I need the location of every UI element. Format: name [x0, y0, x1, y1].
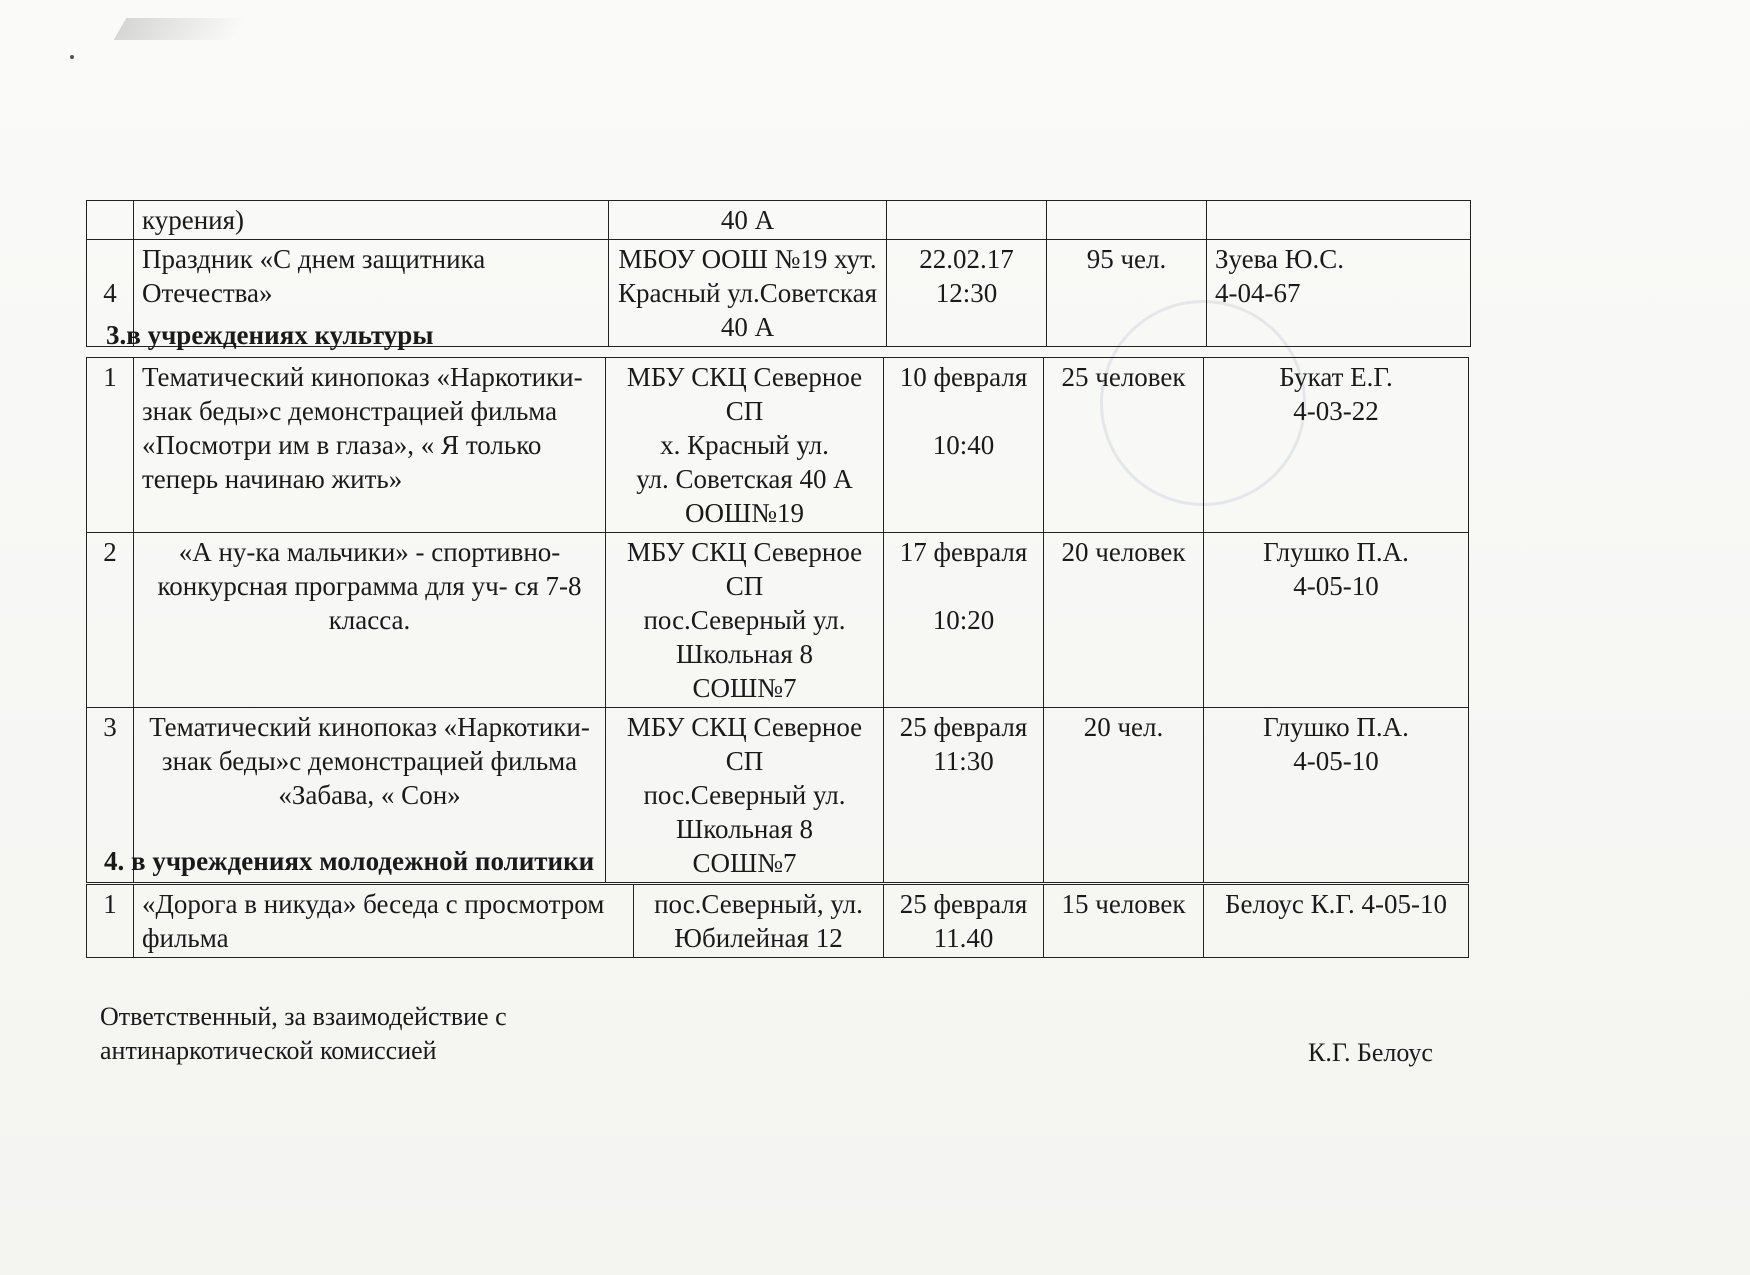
event-place — [606, 708, 884, 883]
row-number: 3 — [87, 708, 134, 883]
event-place-line: ООШ№19 — [685, 498, 804, 528]
event-place-line: ул. Советская 40 А — [636, 464, 853, 494]
responsible-person — [1204, 533, 1469, 708]
section-title-youth: 4. в учреждениях молодежной политики — [104, 846, 595, 876]
table-row — [87, 533, 1469, 708]
event-place-line: пос.Северный, ул. — [654, 889, 863, 919]
event-place-line: Юбилейная 12 — [674, 923, 843, 953]
event-place — [606, 358, 884, 533]
row-number — [87, 201, 134, 240]
event-name-line: курения) — [142, 205, 245, 235]
event-place-line: СОШ№7 — [692, 848, 797, 878]
responsible-person — [1207, 240, 1471, 347]
event-place — [609, 201, 887, 240]
participant-count: 20 человек — [1044, 533, 1204, 708]
event-name-line: знак беды»с демонстрацией фильма — [142, 396, 558, 426]
event-place-line: пос.Северный ул. — [643, 780, 846, 810]
responsible-line-1: Ответственный, за взаимодействие с — [100, 1002, 507, 1031]
responsible-person-line: 4-03-22 — [1293, 396, 1379, 426]
event-place-line: МБУ СКЦ Северное — [626, 362, 863, 392]
event-name-line: знак беды»с демонстрацией фильма — [161, 746, 578, 776]
event-place-line: МБУ СКЦ Северное — [626, 712, 863, 742]
event-name-line: фильма — [142, 923, 229, 953]
event-place-line: Школьная 8 — [675, 814, 814, 844]
event-date — [887, 240, 1047, 347]
responsible-label — [100, 1000, 507, 1068]
event-name-line: Тематический кинопоказ «Наркотики- — [149, 712, 590, 742]
event-date — [884, 708, 1044, 883]
responsible-person-line: 4-05-10 — [1293, 746, 1379, 776]
event-place-line: Школьная 8 — [675, 639, 814, 669]
participant-count: 95 чел. — [1047, 240, 1207, 347]
responsible-line-2: антинаркотической комиссией — [100, 1036, 437, 1065]
participant-count: 25 человек — [1044, 358, 1204, 533]
responsible-person-line: 4-04-67 — [1215, 278, 1301, 308]
event-date-line: 22.02.17 — [919, 244, 1014, 274]
event-date — [887, 201, 1047, 240]
event-date-line — [892, 569, 1035, 603]
event-name-line: Праздник «С днем защитника — [142, 244, 486, 274]
responsible-person-line: 4-05-10 — [1293, 571, 1379, 601]
event-name — [134, 533, 606, 708]
event-name-line: теперь начинаю жить» — [142, 464, 403, 494]
event-date-line: 10 февраля — [899, 362, 1028, 392]
event-place-line: пос.Северный ул. — [643, 605, 846, 635]
event-name-line: «Посмотри им в глаза», « Я только — [142, 430, 542, 460]
event-date — [884, 885, 1044, 958]
responsible-person — [1204, 358, 1469, 533]
table-row — [87, 885, 1469, 958]
responsible-person — [1204, 885, 1469, 958]
participant-count: 20 чел. — [1044, 708, 1204, 883]
event-place-line: СОШ№7 — [692, 673, 797, 703]
event-name-line: «А ну-ка мальчики» - спортивно- — [178, 537, 561, 567]
event-name-line: Тематический кинопоказ «Наркотики- — [142, 362, 583, 392]
table-culture — [86, 357, 1469, 883]
event-date — [884, 358, 1044, 533]
row-number: 2 — [87, 533, 134, 708]
event-date-line: 17 февраля — [899, 537, 1028, 567]
responsible-person-line: Зуева Ю.С. — [1215, 244, 1345, 274]
event-place-line: СП — [725, 396, 764, 426]
scan-artifact — [114, 18, 247, 40]
row-number: 1 — [87, 885, 134, 958]
table-youth-policy — [86, 884, 1469, 958]
row-number: 4 — [87, 240, 134, 347]
event-name-line: конкурсная программа для уч- ся 7-8 — [157, 571, 582, 601]
event-date-line: 25 февраля — [899, 889, 1028, 919]
event-place-line: 40 А — [720, 312, 775, 342]
event-place — [606, 533, 884, 708]
event-place-line: Красный ул.Советская — [617, 278, 878, 308]
event-place — [634, 885, 884, 958]
table-row — [87, 201, 1471, 240]
responsible-person-line: Глушко П.А. — [1263, 712, 1409, 742]
event-date-line: 10:40 — [932, 430, 995, 460]
event-name — [134, 201, 609, 240]
event-place — [609, 240, 887, 347]
participant-count: 15 человек — [1044, 885, 1204, 958]
event-name-line: «Дорога в никуда» беседа с просмотром — [142, 889, 605, 919]
event-name — [134, 885, 634, 958]
responsible-person-line: Букат Е.Г. — [1279, 362, 1393, 392]
event-place-line: 40 А — [720, 205, 775, 235]
event-place-line: МБУ СКЦ Северное — [626, 537, 863, 567]
event-date — [884, 533, 1044, 708]
event-date-line: 11.40 — [933, 923, 994, 953]
event-name — [134, 358, 606, 533]
event-date-line: 25 февраля — [899, 712, 1028, 742]
event-date-line: 11:30 — [933, 746, 994, 776]
event-place-line: СП — [725, 746, 764, 776]
section-title-culture: 3.в учреждениях культуры — [106, 320, 434, 350]
event-date-line — [892, 394, 1035, 428]
event-name-line: «Забава, « Сон» — [278, 780, 461, 810]
event-place-line: СП — [725, 571, 764, 601]
event-date-line: 10:20 — [932, 605, 995, 635]
event-name-line: класса. — [328, 605, 411, 635]
responsible-person-line: Белоус К.Г. 4-05-10 — [1225, 889, 1447, 919]
event-date-line: 12:30 — [935, 278, 998, 308]
event-name-line: Отечества» — [142, 278, 273, 308]
responsible-person-line: Глушко П.А. — [1263, 537, 1409, 567]
row-number: 1 — [87, 358, 134, 533]
scan-dot — [70, 55, 74, 59]
signature-name: К.Г. Белоус — [1308, 1038, 1433, 1067]
participant-count — [1047, 201, 1207, 240]
responsible-person — [1207, 201, 1471, 240]
responsible-person — [1204, 708, 1469, 883]
event-place-line: МБОУ ООШ №19 хут. — [618, 244, 877, 274]
event-place-line: х. Красный ул. — [660, 430, 829, 460]
table-row — [87, 358, 1469, 533]
